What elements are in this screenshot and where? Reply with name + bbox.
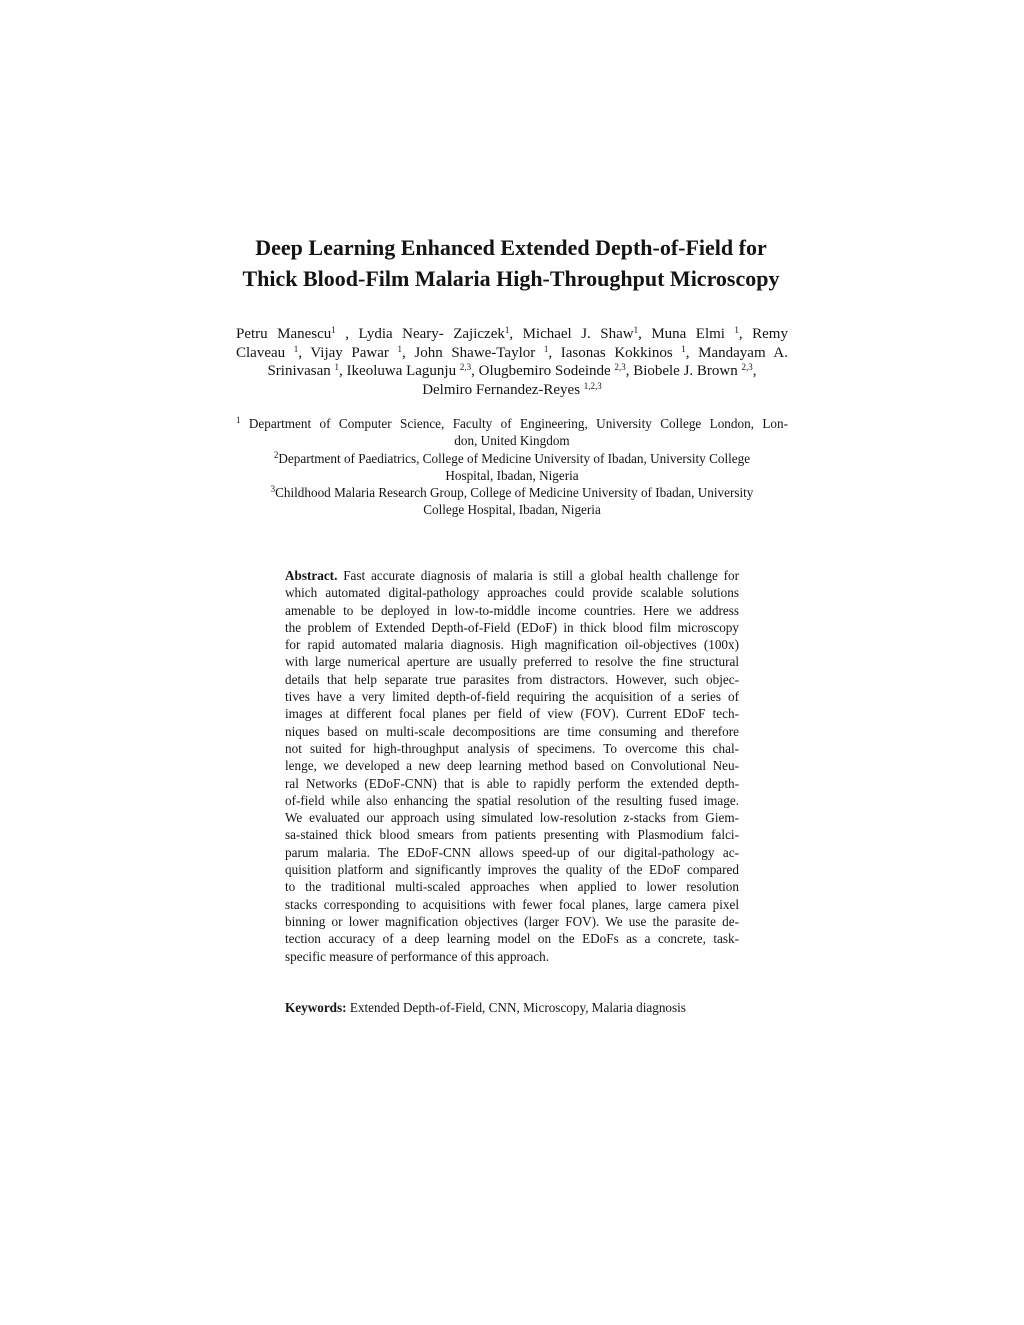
abstract-line: the problem of Extended Depth-of-Field (EDoF) in thick blood film microscopy	[285, 619, 739, 635]
abstract-line: for rapid automated malaria diagnosis. High magnification oil-objectives (100x)	[285, 637, 739, 653]
affiliation-mark: 3	[270, 484, 276, 495]
abstract-line	[285, 567, 739, 584]
author-name: ,	[752, 363, 757, 379]
abstract	[285, 567, 739, 965]
abstract-line: binning or lower magnification objectives (larger FOV). We use the parasite de-	[285, 913, 739, 929]
author-name: , Remy	[738, 326, 788, 342]
author-name: Delmiro Fernandez-Reyes	[422, 381, 584, 398]
abstract-line: which automated digital-pathology approaches could provide scalable solutions	[285, 585, 739, 601]
abstract-line: images at different focal planes per field of view (FOV). Current EDoF tech-	[285, 706, 739, 722]
affiliation-text: Department of Paediatrics, College of Medicine University of Ibadan, University College	[278, 450, 751, 466]
affiliation-text: Childhood Malaria Research Group, College of Medicine University of Ibadan, University	[275, 485, 754, 501]
author-name: Srinivasan	[267, 363, 335, 379]
author-name: Petru Manescu	[236, 326, 332, 342]
affiliation-line: College Hospital, Ibadan, Nigeria	[423, 502, 601, 518]
author-name: , Lydia Neary- Zajiczek	[335, 326, 505, 342]
abstract-line: not suited for high-throughput analysis of specimens. To overcome this chal-	[285, 740, 739, 756]
author-name: , Biobele J. Brown	[625, 363, 742, 379]
author-line-2	[236, 344, 788, 363]
abstract-line: parum malaria. The EDoF-CNN allows speed-up of our digital-pathology ac-	[285, 844, 739, 860]
abstract-line: to the traditional multi-scaled approaches when applied to lower resolution	[285, 879, 739, 895]
author-affil-mark: 2,3	[459, 362, 472, 372]
author-name: Claveau	[236, 344, 294, 361]
affiliation-list	[236, 415, 788, 519]
abstract-line: with large numerical aperture are usually preferred to resolve the fine structural	[285, 654, 739, 670]
affiliation-mark: 2	[273, 449, 279, 460]
affiliation-line	[236, 484, 788, 501]
affiliation-line	[236, 415, 788, 432]
author-affil-mark: 1,2,3	[583, 380, 602, 391]
affiliation-text: Department of Computer Science, Faculty of Engineering, University College London, Lon-	[240, 416, 788, 431]
abstract-line: of-field while also enhancing the spatial resolution of the resulting fused image.	[285, 792, 739, 808]
abstract-line: We evaluated our approach using simulated low-resolution z-stacks from Giem-	[285, 810, 739, 826]
keywords	[285, 999, 739, 1016]
abstract-line: tives have a very limited depth-of-field requiring the acquisition of a series of	[285, 689, 739, 705]
abstract-line: quisition platform and significantly improves the quality of the EDoF compared	[285, 862, 739, 878]
affiliation-1	[236, 415, 788, 450]
author-name: , Mandayam A.	[685, 344, 788, 361]
author-name: , Muna Elmi	[638, 326, 735, 342]
title-line-1: Deep Learning Enhanced Extended Depth-of-Field for	[255, 235, 767, 260]
affiliation-mark: 1	[236, 415, 241, 425]
author-affil-mark: 1	[397, 343, 402, 354]
affiliation-line	[236, 450, 788, 467]
affiliation-2	[236, 450, 788, 485]
abstract-line: lenge, we developed a new deep learning method based on Convolutional Neu-	[285, 758, 739, 774]
author-list	[236, 325, 788, 399]
author-name: , John Shawe-Taylor	[402, 344, 544, 361]
abstract-label: Abstract.	[285, 568, 338, 583]
author-line-4	[236, 381, 788, 400]
abstract-text: Fast accurate diagnosis of malaria is still a global health challenge for	[337, 568, 739, 583]
author-affil-mark: 1	[633, 325, 639, 335]
author-name: , Michael J. Shaw	[509, 326, 634, 342]
affiliation-3	[236, 484, 788, 519]
keywords-text: Extended Depth-of-Field, CNN, Microscopy, Malaria diagnosis	[346, 1000, 686, 1015]
author-name: , Iasonas Kokkinos	[548, 344, 682, 361]
title-line-2: Thick Blood-Film Malaria High-Throughput Microscopy	[242, 266, 780, 291]
author-line-1	[236, 325, 788, 344]
author-name: , Vijay Pawar	[298, 344, 398, 361]
author-affil-mark: 1	[681, 343, 686, 354]
abstract-line: stacks corresponding to acquisitions with fewer focal planes, large camera pixel	[285, 896, 739, 912]
author-name: , Ikeoluwa Lagunju	[339, 363, 460, 379]
affiliation-line: Hospital, Ibadan, Nigeria	[445, 467, 579, 483]
keywords-label: Keywords:	[285, 1000, 347, 1015]
author-affil-mark: 1	[293, 343, 299, 354]
author-affil-mark: 2,3	[741, 362, 753, 372]
abstract-line: amenable to be deployed in low-to-middle income countries. Here we address	[285, 602, 739, 618]
affiliation-line: don, United Kingdom	[454, 433, 570, 449]
abstract-line: tection accuracy of a deep learning model on the EDoFs as a concrete, task-	[285, 931, 739, 947]
author-affil-mark: 2,3	[614, 362, 626, 372]
author-affil-mark: 1	[331, 325, 336, 335]
abstract-line: details that help separate true parasites from distractors. However, such objec-	[285, 671, 739, 687]
abstract-line: niques based on multi-scale decompositions are time consuming and therefore	[285, 723, 739, 739]
author-affil-mark: 1	[334, 362, 340, 372]
author-affil-mark: 1	[543, 343, 549, 354]
author-affil-mark: 1	[504, 325, 510, 335]
abstract-line: specific measure of performance of this approach.	[285, 948, 549, 964]
author-name: , Olugbemiro Sodeinde	[471, 363, 615, 379]
paper-title	[180, 232, 842, 294]
author-affil-mark: 1	[734, 325, 739, 335]
author-line-3	[236, 362, 788, 381]
abstract-line: sa-stained thick blood smears from patients presenting with Plasmodium falci-	[285, 827, 739, 843]
abstract-line: ral Networks (EDoF-CNN) that is able to rapidly perform the extended depth-	[285, 775, 739, 791]
